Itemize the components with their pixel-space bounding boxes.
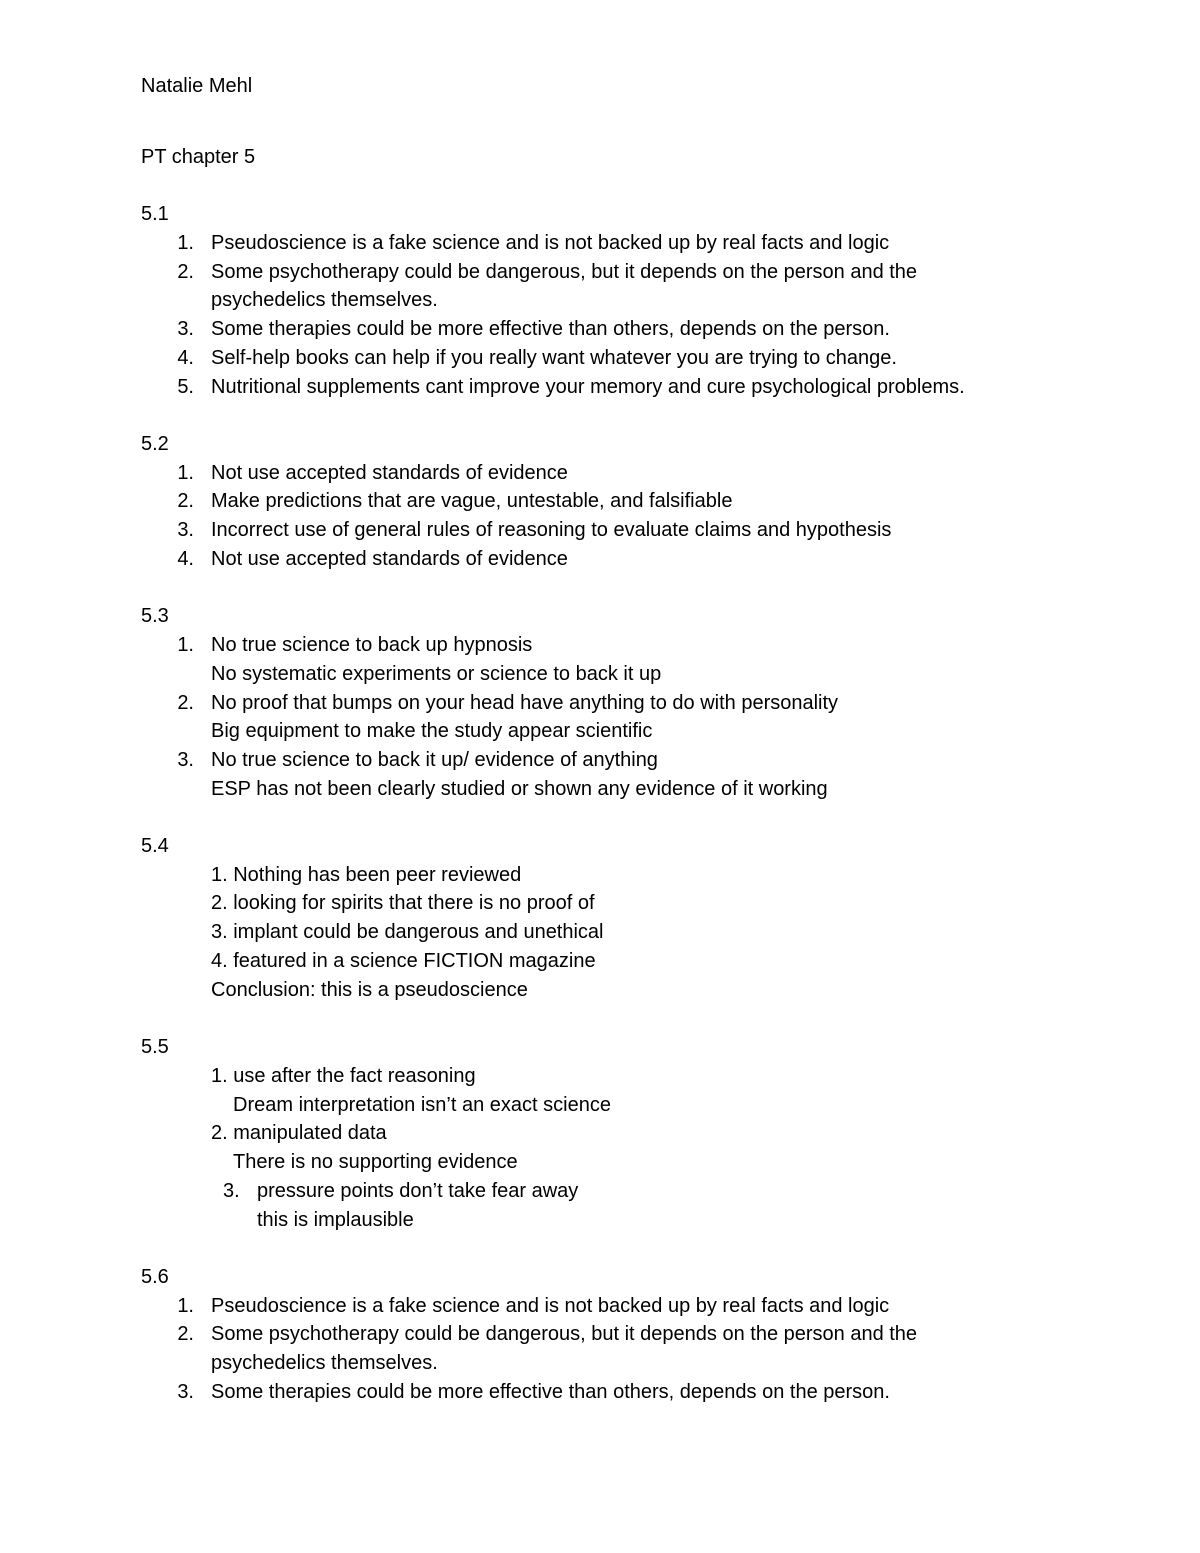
list-item: No true science to back up hypnosis bbox=[211, 634, 533, 656]
list-item: 2. looking for spirits that there is no proof of bbox=[211, 892, 595, 914]
list-item: No true science to back it up/ evidence of anything bbox=[211, 749, 658, 771]
conclusion-line: Conclusion: this is a pseudoscience bbox=[211, 979, 528, 1001]
list-item: Some psychotherapy could be dangerous, but it depends on the person and the bbox=[211, 1323, 918, 1345]
list-item: 3. implant could be dangerous and unethical bbox=[211, 921, 604, 943]
list-item-continuation: Dream interpretation isn’t an exact science bbox=[233, 1094, 611, 1116]
list-number: 2. bbox=[177, 1323, 194, 1345]
list-number: 4. bbox=[177, 548, 194, 570]
list-item-continuation: No systematic experiments or science to back it up bbox=[211, 663, 662, 685]
list-item-continuation: this is implausible bbox=[257, 1209, 414, 1231]
list-number: 3. bbox=[177, 1381, 194, 1403]
list-item-continuation: ESP has not been clearly studied or shown any evidence of it working bbox=[211, 778, 828, 800]
list-number: 2. bbox=[177, 490, 194, 512]
list-item: Some therapies could be more effective than others, depends on the person. bbox=[211, 318, 890, 340]
list-number: 1. bbox=[177, 232, 194, 254]
list-item: Nutritional supplements cant improve your memory and cure psychological problems. bbox=[211, 376, 965, 398]
list-number: 2. bbox=[177, 692, 194, 714]
list-number: 5. bbox=[177, 376, 194, 398]
section-heading: 5.3 bbox=[141, 605, 169, 627]
list-item: Incorrect use of general rules of reasoning to evaluate claims and hypothesis bbox=[211, 519, 892, 541]
section-heading: 5.5 bbox=[141, 1036, 169, 1058]
author-name: Natalie Mehl bbox=[141, 75, 253, 97]
section-heading: 5.2 bbox=[141, 433, 169, 455]
list-item: No proof that bumps on your head have anything to do with personality bbox=[211, 692, 839, 714]
list-item-continuation: psychedelics themselves. bbox=[211, 289, 438, 311]
list-item: Not use accepted standards of evidence bbox=[211, 462, 568, 484]
list-number: 2. bbox=[177, 261, 194, 283]
section-heading: 5.6 bbox=[141, 1266, 169, 1288]
list-item-continuation: There is no supporting evidence bbox=[233, 1151, 518, 1173]
list-item: 2. manipulated data bbox=[211, 1122, 387, 1144]
list-number: 1. bbox=[177, 462, 194, 484]
list-number: 4. bbox=[177, 347, 194, 369]
list-item-continuation: Big equipment to make the study appear scientific bbox=[211, 720, 653, 742]
list-item: 4. featured in a science FICTION magazine bbox=[211, 950, 596, 972]
list-item-continuation: psychedelics themselves. bbox=[211, 1352, 438, 1374]
list-item: Pseudoscience is a fake science and is not backed up by real facts and logic bbox=[211, 232, 890, 254]
list-number: 3. bbox=[177, 519, 194, 541]
assignment-title: PT chapter 5 bbox=[141, 146, 256, 168]
list-number: 3. bbox=[223, 1180, 240, 1202]
list-number: 3. bbox=[177, 318, 194, 340]
list-item: Some psychotherapy could be dangerous, but it depends on the person and the bbox=[211, 261, 918, 283]
list-item: Self-help books can help if you really want whatever you are trying to change. bbox=[211, 347, 897, 369]
list-item: Pseudoscience is a fake science and is not backed up by real facts and logic bbox=[211, 1295, 890, 1317]
list-number: 1. bbox=[177, 634, 194, 656]
section-heading: 5.4 bbox=[141, 835, 169, 857]
list-number: 3. bbox=[177, 749, 194, 771]
section-heading: 5.1 bbox=[141, 203, 169, 225]
list-item: Not use accepted standards of evidence bbox=[211, 548, 568, 570]
list-item: 1. Nothing has been peer reviewed bbox=[211, 864, 522, 886]
list-item: 1. use after the fact reasoning bbox=[211, 1065, 476, 1087]
list-number: 1. bbox=[177, 1295, 194, 1317]
list-item: pressure points don’t take fear away bbox=[257, 1180, 579, 1202]
list-item: Some therapies could be more effective than others, depends on the person. bbox=[211, 1381, 890, 1403]
list-item: Make predictions that are vague, untestable, and falsifiable bbox=[211, 490, 733, 512]
